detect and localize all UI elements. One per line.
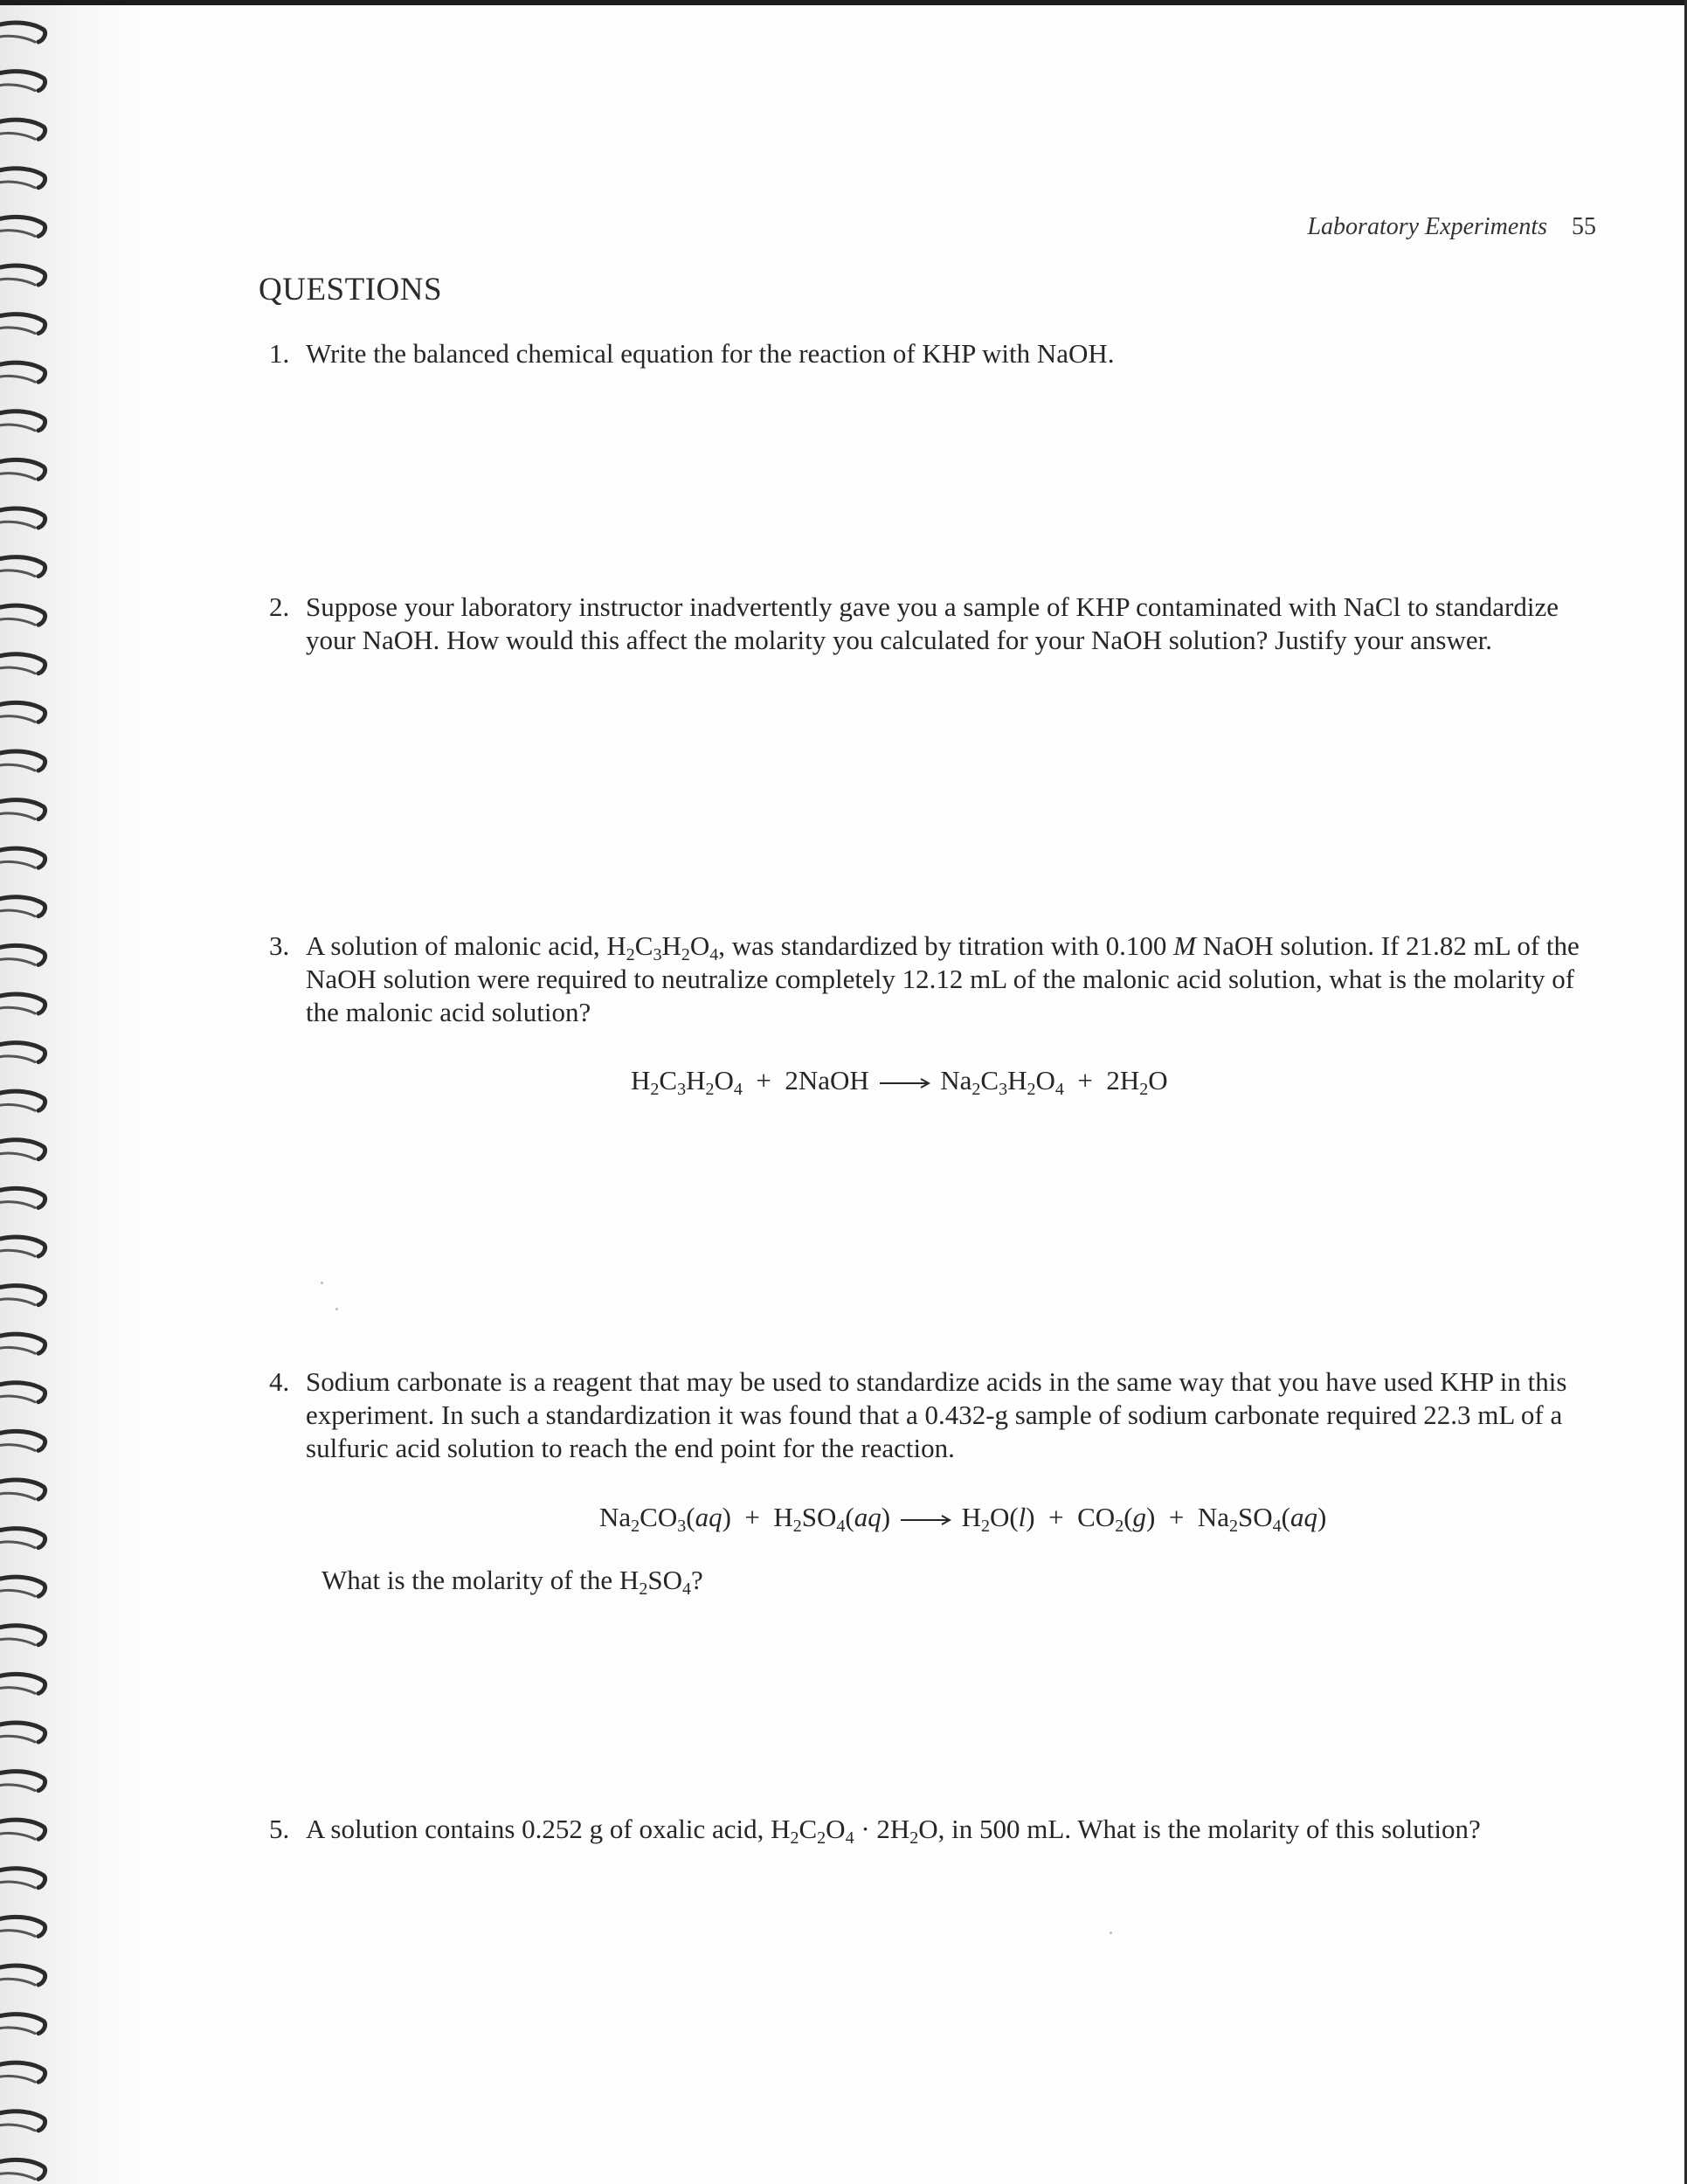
question-4-followup: What is the molarity of the $H_2SO_4$? bbox=[321, 1565, 703, 1599]
binding-coil bbox=[0, 1286, 45, 1305]
binding-coil bbox=[0, 314, 45, 334]
section-title: QUESTIONS bbox=[259, 272, 443, 308]
binding-coil bbox=[0, 411, 45, 431]
equation-sodium-carbonate: $Na_2CO_3(aq) + H_2SO_4(aq) H_2O(l) + CO_2(g) + Na_2SO_4(aq)$ bbox=[599, 1502, 1327, 1536]
binding-coil bbox=[0, 2160, 45, 2179]
binding-coil bbox=[0, 2063, 45, 2082]
binding-coil bbox=[0, 654, 45, 674]
binding-coil bbox=[0, 1529, 45, 1548]
binding-coil bbox=[0, 1334, 45, 1353]
question-number: 4. bbox=[269, 1366, 290, 1397]
binding-coil bbox=[0, 1820, 45, 1839]
page-number: 55 bbox=[1572, 213, 1596, 240]
formula-oxalic-acid: $H_2C_2O_4 \cdot 2H_2O$ bbox=[771, 1814, 938, 1848]
question-text: Write the balanced chemical equation for the reaction of KHP with NaOH. bbox=[306, 338, 1115, 369]
binding-coil bbox=[0, 1966, 45, 1985]
scan-top-edge bbox=[0, 0, 1687, 5]
question-number: 3. bbox=[269, 930, 290, 961]
binding-coil bbox=[0, 169, 45, 188]
question-number: 5. bbox=[269, 1814, 290, 1844]
question-text: Suppose your laboratory instructor inadvertently gave you a sample of KHP contaminated with NaCl to standardize your NaOH. How would this affect the molarity you calculated for your NaOH solution? Justify your answer. bbox=[306, 591, 1559, 655]
question-2 bbox=[269, 591, 1597, 657]
binding-coil bbox=[0, 23, 45, 42]
reaction-arrow-icon bbox=[876, 1064, 934, 1097]
question-text: A solution contains 0.252 g of oxalic acid, $H_2C_2O_4 \cdot 2H_2O$, in 500 mL. What is the molarity of this solution? bbox=[306, 1814, 1481, 1848]
formula-malonic-acid: $H_2C_3H_2O_4$ bbox=[606, 930, 719, 964]
binding-coil bbox=[0, 1043, 45, 1062]
binding-coil bbox=[0, 1237, 45, 1256]
binding-coil bbox=[0, 2015, 45, 2034]
binding-coil bbox=[0, 800, 45, 819]
binding-coil bbox=[0, 1917, 45, 1936]
binding-coil bbox=[0, 1674, 45, 1693]
binding-coil bbox=[0, 848, 45, 867]
binding-coil bbox=[0, 1188, 45, 1207]
binding-coil bbox=[0, 120, 45, 139]
reaction-arrow-icon bbox=[897, 1501, 955, 1534]
scan-speck bbox=[1110, 1932, 1112, 1934]
scan-speck bbox=[321, 1282, 323, 1284]
question-text: Sodium carbonate is a reagent that may be used to standardize acids in the same way that you have used KHP in this experiment. In such a standardization it was found that a 0.432-g sample of sodium carbonate required 22.3 mL of a sulfuric acid solution to reach the end point for the reaction. bbox=[306, 1366, 1567, 1463]
binding-coil bbox=[0, 217, 45, 236]
binding-coil bbox=[0, 702, 45, 722]
binding-coil bbox=[0, 1091, 45, 1110]
running-head-title: Laboratory Experiments bbox=[1307, 213, 1547, 240]
question-number: 1. bbox=[269, 338, 290, 369]
binding-coil bbox=[0, 72, 45, 91]
binding-coil bbox=[0, 751, 45, 771]
binding-coil bbox=[0, 557, 45, 577]
binding-coil bbox=[0, 1626, 45, 1645]
question-3 bbox=[269, 930, 1597, 1029]
binding-coil bbox=[0, 460, 45, 479]
binding-coil bbox=[0, 2111, 45, 2131]
binding-coil bbox=[0, 1431, 45, 1450]
question-1 bbox=[269, 337, 1597, 370]
scan-speck bbox=[335, 1308, 338, 1310]
binding-coil bbox=[0, 945, 45, 964]
equation-malonic-acid: $H_2C_3H_2O_4$ + 2NaOH $Na_2C_3H_2O_4 + 2H_2O$ bbox=[631, 1065, 1168, 1099]
binding-coil bbox=[0, 1723, 45, 1742]
question-text: A solution of malonic acid, $H_2C_3H_2O_4$, was standardized by titration with 0.100 M NaOH solution. If 21.82 mL of the NaOH solution were required to neutralize completely 12.12 mL of the malonic acid solution, what is the molarity of the malonic acid solution? bbox=[306, 930, 1580, 1027]
question-number: 2. bbox=[269, 591, 290, 622]
binding-coil bbox=[0, 266, 45, 285]
spiral-binding bbox=[0, 0, 70, 2184]
question-5 bbox=[269, 1813, 1597, 1846]
binding-coil bbox=[0, 1869, 45, 1888]
binding-coil bbox=[0, 1577, 45, 1596]
binding-coil bbox=[0, 1772, 45, 1791]
binding-coil bbox=[0, 1140, 45, 1159]
binding-coil bbox=[0, 363, 45, 382]
binding-coil bbox=[0, 1480, 45, 1499]
running-head bbox=[1307, 213, 1596, 241]
binding-coil bbox=[0, 994, 45, 1013]
binding-coil bbox=[0, 1383, 45, 1402]
question-4 bbox=[269, 1365, 1597, 1465]
binding-coil bbox=[0, 605, 45, 625]
binding-coil bbox=[0, 897, 45, 916]
binding-coil bbox=[0, 508, 45, 528]
